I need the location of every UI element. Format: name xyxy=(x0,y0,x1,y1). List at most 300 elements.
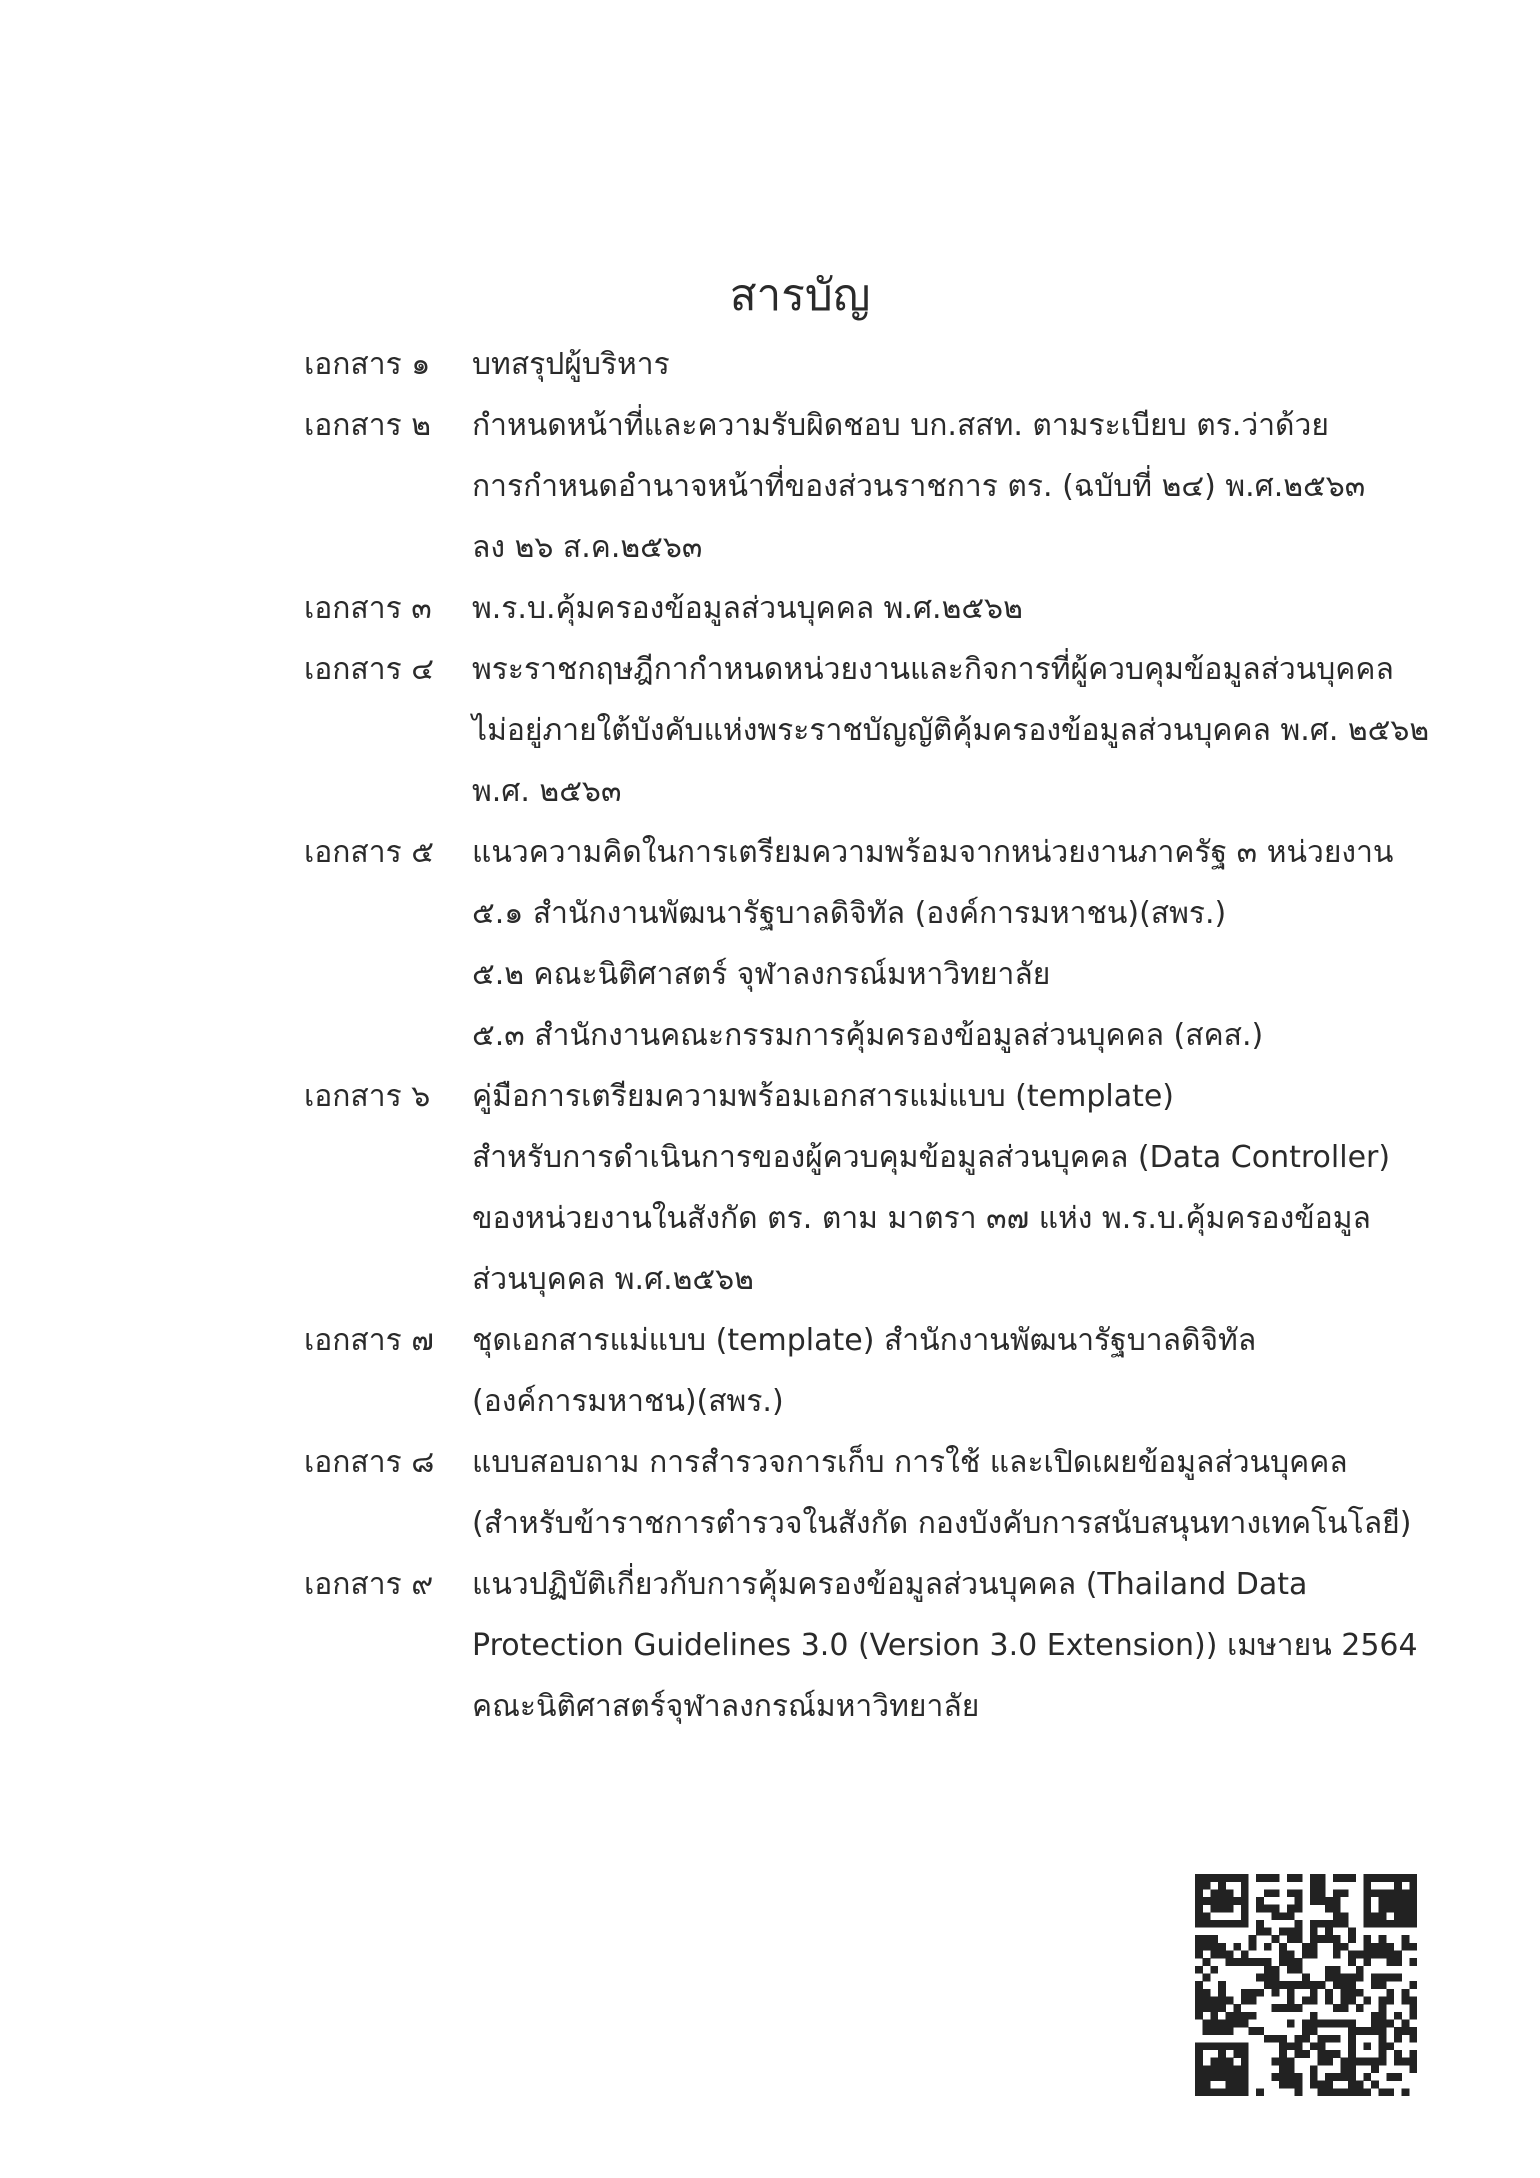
qr-module xyxy=(1218,1882,1226,1890)
qr-module xyxy=(1264,1905,1272,1913)
qr-module xyxy=(1310,1951,1318,1959)
qr-module xyxy=(1348,2073,1356,2081)
qr-module xyxy=(1272,2035,1280,2043)
qr-module xyxy=(1394,1874,1402,1882)
description-line: คู่มือการเตรียมความพร้อมเอกสารแม่แบบ (template) xyxy=(472,1079,1175,1114)
qr-module xyxy=(1241,1874,1249,1882)
qr-module xyxy=(1340,1912,1348,1920)
qr-module xyxy=(1218,1989,1226,1997)
qr-module xyxy=(1218,1996,1226,2004)
qr-module xyxy=(1256,1974,1264,1982)
qr-module xyxy=(1333,1912,1341,1920)
qr-module xyxy=(1233,1897,1241,1905)
qr-module xyxy=(1279,2050,1287,2058)
qr-module xyxy=(1203,2088,1211,2096)
qr-module xyxy=(1279,1912,1287,1920)
qr-module xyxy=(1379,1897,1387,1905)
toc-entry-5 xyxy=(304,822,1464,1066)
document-description xyxy=(472,1066,1464,1310)
document-number: เอกสาร ๕ xyxy=(304,835,434,870)
qr-module xyxy=(1218,2058,1226,2066)
qr-module xyxy=(1218,1905,1226,1913)
qr-module xyxy=(1249,1989,1257,1997)
qr-module xyxy=(1210,2004,1218,2012)
qr-module xyxy=(1379,2042,1387,2050)
qr-module xyxy=(1340,1974,1348,1982)
qr-module xyxy=(1241,2073,1249,2081)
toc-entry-8 xyxy=(304,1432,1464,1554)
qr-module xyxy=(1340,1989,1348,1997)
qr-module xyxy=(1356,1951,1364,1959)
qr-module xyxy=(1256,1897,1264,1905)
qr-module xyxy=(1348,2088,1356,2096)
description-line: พ.ร.บ.คุ้มครองข้อมูลส่วนบุคคล พ.ศ.๒๕๖๒ xyxy=(472,591,1023,626)
qr-module xyxy=(1279,2081,1287,2089)
qr-module xyxy=(1333,1905,1341,1913)
qr-module xyxy=(1310,1996,1318,2004)
qr-module xyxy=(1226,2088,1234,2096)
qr-module xyxy=(1379,2004,1387,2012)
qr-module xyxy=(1409,2065,1417,2073)
qr-module xyxy=(1348,1928,1356,1936)
qr-module xyxy=(1356,2088,1364,2096)
qr-module xyxy=(1402,1935,1410,1943)
qr-module xyxy=(1233,2073,1241,2081)
qr-module xyxy=(1279,1928,1287,1936)
qr-module xyxy=(1325,1996,1333,2004)
document-number: เอกสาร ๑ xyxy=(304,347,431,382)
qr-module xyxy=(1195,1943,1203,1951)
qr-module xyxy=(1317,1935,1325,1943)
qr-module xyxy=(1233,2012,1241,2020)
document-number: เอกสาร ๗ xyxy=(304,1323,434,1358)
qr-module xyxy=(1272,1912,1280,1920)
qr-module xyxy=(1218,1889,1226,1897)
qr-module xyxy=(1195,1966,1203,1974)
qr-module xyxy=(1371,1951,1379,1959)
qr-module xyxy=(1325,2073,1333,2081)
qr-module xyxy=(1203,2042,1211,2050)
qr-module xyxy=(1241,2088,1249,2096)
qr-module xyxy=(1409,1912,1417,1920)
document-number: เอกสาร ๔ xyxy=(304,652,434,687)
qr-module xyxy=(1302,1943,1310,1951)
qr-module xyxy=(1287,1989,1295,1997)
qr-module xyxy=(1348,2027,1356,2035)
qr-module xyxy=(1379,1920,1387,1928)
qr-module xyxy=(1287,2004,1295,2012)
qr-module xyxy=(1218,2073,1226,2081)
qr-module xyxy=(1287,2073,1295,2081)
qr-module xyxy=(1310,1935,1318,1943)
qr-module xyxy=(1241,1905,1249,1913)
qr-module xyxy=(1325,1935,1333,1943)
qr-module xyxy=(1287,1889,1295,1897)
qr-module xyxy=(1394,2012,1402,2020)
qr-module xyxy=(1226,1905,1234,1913)
qr-module xyxy=(1226,1874,1234,1882)
qr-module xyxy=(1333,2035,1341,2043)
qr-module xyxy=(1386,1958,1394,1966)
toc-entry-9 xyxy=(304,1554,1464,1737)
qr-module xyxy=(1241,2019,1249,2027)
document-description xyxy=(472,639,1464,822)
qr-module xyxy=(1287,2042,1295,2050)
qr-module xyxy=(1256,1928,1264,1936)
qr-module xyxy=(1402,2058,1410,2066)
qr-module xyxy=(1241,2081,1249,2089)
qr-module xyxy=(1302,1996,1310,2004)
qr-module xyxy=(1272,1935,1280,1943)
qr-module xyxy=(1310,1874,1318,1882)
qr-module xyxy=(1226,2019,1234,2027)
qr-module xyxy=(1279,1951,1287,1959)
qr-module xyxy=(1195,2058,1203,2066)
qr-module xyxy=(1325,2050,1333,2058)
description-line: (องค์การมหาชน)(สพร.) xyxy=(472,1384,784,1419)
qr-module xyxy=(1218,1920,1226,1928)
qr-module xyxy=(1279,2058,1287,2066)
qr-module xyxy=(1310,1989,1318,1997)
qr-module xyxy=(1379,1905,1387,1913)
qr-module xyxy=(1295,1928,1303,1936)
document-description xyxy=(472,395,1464,578)
qr-module xyxy=(1218,2088,1226,2096)
qr-module xyxy=(1386,2088,1394,2096)
qr-module xyxy=(1203,1912,1211,1920)
qr-module xyxy=(1195,2073,1203,2081)
qr-module xyxy=(1287,1905,1295,1913)
qr-module xyxy=(1226,1958,1234,1966)
qr-module xyxy=(1333,1981,1341,1989)
qr-module xyxy=(1210,2088,1218,2096)
qr-module xyxy=(1195,2065,1203,2073)
qr-module xyxy=(1302,1981,1310,1989)
qr-module xyxy=(1317,2035,1325,2043)
qr-module xyxy=(1379,2050,1387,2058)
qr-module xyxy=(1203,2081,1211,2089)
description-line: ส่วนบุคคล พ.ศ.๒๕๖๒ xyxy=(472,1262,754,1297)
qr-module xyxy=(1356,1989,1364,1997)
qr-module xyxy=(1356,2027,1364,2035)
qr-module xyxy=(1379,2019,1387,2027)
qr-module xyxy=(1317,2058,1325,2066)
qr-module xyxy=(1287,2065,1295,2073)
qr-module xyxy=(1195,1874,1203,1882)
qr-module xyxy=(1379,2035,1387,2043)
qr-module xyxy=(1363,1889,1371,1897)
qr-module xyxy=(1386,1989,1394,1997)
qr-module xyxy=(1340,2065,1348,2073)
qr-module xyxy=(1210,1905,1218,1913)
qr-module xyxy=(1333,2004,1341,2012)
qr-module xyxy=(1203,1920,1211,1928)
qr-module xyxy=(1386,1996,1394,2004)
qr-module xyxy=(1363,1935,1371,1943)
qr-module xyxy=(1379,1996,1387,2004)
qr-module xyxy=(1272,1989,1280,1997)
qr-module xyxy=(1287,1966,1295,1974)
qr-module xyxy=(1241,2065,1249,2073)
qr-module xyxy=(1195,1920,1203,1928)
qr-module xyxy=(1249,1943,1257,1951)
qr-module xyxy=(1272,1974,1280,1982)
qr-module xyxy=(1340,2088,1348,2096)
description-line: คณะนิติศาสตร์จุฬาลงกรณ์มหาวิทยาลัย xyxy=(472,1689,980,1724)
qr-module xyxy=(1233,2004,1241,2012)
qr-module xyxy=(1340,1920,1348,1928)
qr-module xyxy=(1356,1974,1364,1982)
qr-module xyxy=(1348,1958,1356,1966)
qr-module xyxy=(1295,1981,1303,1989)
qr-module xyxy=(1333,1974,1341,1982)
qr-module xyxy=(1333,2073,1341,2081)
qr-module xyxy=(1241,1897,1249,1905)
qr-module xyxy=(1371,2027,1379,2035)
qr-module xyxy=(1371,2065,1379,2073)
qr-module xyxy=(1203,1989,1211,1997)
qr-module xyxy=(1325,1974,1333,1982)
qr-module xyxy=(1195,2081,1203,2089)
qr-module xyxy=(1264,1928,1272,1936)
qr-module xyxy=(1348,2081,1356,2089)
qr-module xyxy=(1203,2065,1211,2073)
toc-entry-1 xyxy=(304,334,1464,395)
qr-module xyxy=(1272,1905,1280,1913)
qr-module xyxy=(1333,1951,1341,1959)
document-description xyxy=(472,822,1464,1066)
qr-module xyxy=(1348,2042,1356,2050)
qr-module xyxy=(1210,2073,1218,2081)
qr-module xyxy=(1218,2050,1226,2058)
qr-module xyxy=(1226,1951,1234,1959)
description-line: (สำหรับข้าราชการตำรวจในสังกัด กองบังคับการสนับสนุนทางเทคโนโลยี) xyxy=(472,1506,1412,1541)
qr-module xyxy=(1409,1943,1417,1951)
qr-module xyxy=(1409,1920,1417,1928)
qr-module xyxy=(1333,2088,1341,2096)
qr-module xyxy=(1340,1943,1348,1951)
description-line: พ.ศ. ๒๕๖๓ xyxy=(472,774,622,809)
qr-module xyxy=(1409,1889,1417,1897)
qr-module xyxy=(1317,2050,1325,2058)
qr-module xyxy=(1409,2027,1417,2035)
qr-module xyxy=(1203,1958,1211,1966)
qr-module xyxy=(1287,2019,1295,2027)
qr-module xyxy=(1317,1882,1325,1890)
qr-module xyxy=(1295,1966,1303,1974)
qr-module xyxy=(1218,1951,1226,1959)
document-description xyxy=(472,1310,1464,1432)
qr-module xyxy=(1272,1966,1280,1974)
qr-module xyxy=(1210,1943,1218,1951)
qr-module xyxy=(1317,1874,1325,1882)
description-line: กำหนดหน้าที่และความรับผิดชอบ บก.สสท. ตามระเบียบ ตร.ว่าด้วย xyxy=(472,408,1329,443)
qr-module xyxy=(1348,2019,1356,2027)
document-description xyxy=(472,334,1464,395)
qr-module xyxy=(1295,2050,1303,2058)
qr-module xyxy=(1249,2027,1257,2035)
qr-module xyxy=(1325,2019,1333,2027)
qr-module xyxy=(1256,1958,1264,1966)
qr-module xyxy=(1325,1905,1333,1913)
qr-module xyxy=(1210,2027,1218,2035)
qr-module xyxy=(1195,1935,1203,1943)
qr-module xyxy=(1394,1889,1402,1897)
document-number: เอกสาร ๙ xyxy=(304,1567,434,1602)
qr-module xyxy=(1210,2058,1218,2066)
qr-module xyxy=(1317,1889,1325,1897)
qr-module xyxy=(1325,1928,1333,1936)
qr-module xyxy=(1226,1920,1234,1928)
toc-entry-2 xyxy=(304,395,1464,578)
qr-module xyxy=(1295,2073,1303,2081)
qr-module xyxy=(1210,2065,1218,2073)
qr-module xyxy=(1394,1905,1402,1913)
qr-module xyxy=(1210,1951,1218,1959)
qr-module xyxy=(1210,1935,1218,1943)
qr-module xyxy=(1325,2058,1333,2066)
qr-module xyxy=(1340,1889,1348,1897)
qr-module xyxy=(1233,2065,1241,2073)
qr-module xyxy=(1379,2088,1387,2096)
qr-module xyxy=(1386,2042,1394,2050)
qr-module xyxy=(1348,1981,1356,1989)
qr-module xyxy=(1409,2004,1417,2012)
qr-module xyxy=(1279,1981,1287,1989)
qr-module xyxy=(1394,1958,1402,1966)
qr-module xyxy=(1348,2058,1356,2066)
qr-module xyxy=(1409,1905,1417,1913)
page-title: สารบัญ xyxy=(729,270,871,322)
qr-module xyxy=(1233,2081,1241,2089)
qr-module xyxy=(1287,1981,1295,1989)
description-line: การกำหนดอำนาจหน้าที่ของส่วนราชการ ตร. (ฉบับที่ ๒๔) พ.ศ.๒๕๖๓ xyxy=(472,469,1366,504)
description-line: Protection Guidelines 3.0 (Version 3.0 Extension)) เมษายน 2564 xyxy=(472,1628,1418,1663)
qr-module xyxy=(1241,1951,1249,1959)
qr-module xyxy=(1241,1996,1249,2004)
qr-module xyxy=(1340,1981,1348,1989)
qr-module xyxy=(1272,1874,1280,1882)
qr-module xyxy=(1310,2065,1318,2073)
qr-module xyxy=(1325,1920,1333,1928)
qr-module xyxy=(1317,1920,1325,1928)
qr-module xyxy=(1218,1874,1226,1882)
qr-module xyxy=(1264,1981,1272,1989)
qr-module xyxy=(1363,1996,1371,2004)
qr-module xyxy=(1402,2027,1410,2035)
qr-module xyxy=(1394,2058,1402,2066)
qr-module xyxy=(1379,1889,1387,1897)
qr-module xyxy=(1363,2073,1371,2081)
qr-module xyxy=(1302,1974,1310,1982)
qr-module xyxy=(1348,1874,1356,1882)
qr-module xyxy=(1340,2004,1348,2012)
qr-module xyxy=(1340,2073,1348,2081)
toc-entry-4 xyxy=(304,639,1464,822)
qr-module xyxy=(1363,2088,1371,2096)
qr-module xyxy=(1379,1874,1387,1882)
qr-module xyxy=(1241,1882,1249,1890)
qr-module xyxy=(1218,2004,1226,2012)
description-line: สำหรับการดำเนินการของผู้ควบคุมข้อมูลส่วนบุคคล (Data Controller) xyxy=(472,1140,1391,1175)
qr-module xyxy=(1409,2035,1417,2043)
qr-module xyxy=(1371,1874,1379,1882)
qr-module xyxy=(1264,1966,1272,1974)
qr-module xyxy=(1203,1882,1211,1890)
qr-module xyxy=(1333,1889,1341,1897)
qr-module xyxy=(1233,1874,1241,1882)
qr-module xyxy=(1218,1897,1226,1905)
qr-module xyxy=(1210,1897,1218,1905)
qr-module xyxy=(1218,2019,1226,2027)
qr-module xyxy=(1340,1874,1348,1882)
qr-module xyxy=(1386,1874,1394,1882)
qr-module xyxy=(1203,1935,1211,1943)
qr-module xyxy=(1325,1966,1333,1974)
qr-module xyxy=(1394,1951,1402,1959)
qr-module xyxy=(1249,1958,1257,1966)
qr-module xyxy=(1310,1943,1318,1951)
qr-module xyxy=(1203,2027,1211,2035)
qr-module xyxy=(1264,2035,1272,2043)
toc-entry-7 xyxy=(304,1310,1464,1432)
qr-module xyxy=(1371,2019,1379,2027)
qr-module xyxy=(1287,2058,1295,2066)
qr-module xyxy=(1302,2035,1310,2043)
toc-entry-6 xyxy=(304,1066,1464,1310)
qr-module xyxy=(1409,1874,1417,1882)
qr-module xyxy=(1371,1981,1379,1989)
qr-module xyxy=(1264,1958,1272,1966)
qr-module xyxy=(1241,1889,1249,1897)
qr-module xyxy=(1241,1989,1249,1997)
document-number: เอกสาร ๘ xyxy=(304,1445,435,1480)
qr-module xyxy=(1241,1920,1249,1928)
qr-module xyxy=(1195,1981,1203,1989)
qr-module xyxy=(1317,2042,1325,2050)
qr-module xyxy=(1310,2012,1318,2020)
qr-module xyxy=(1333,1943,1341,1951)
qr-module xyxy=(1295,1897,1303,1905)
qr-module xyxy=(1348,1974,1356,1982)
qr-module xyxy=(1195,2012,1203,2020)
qr-module xyxy=(1233,1943,1241,1951)
qr-module xyxy=(1195,2088,1203,2096)
qr-module xyxy=(1210,1966,1218,1974)
qr-module xyxy=(1241,2012,1249,2020)
qr-module xyxy=(1279,1943,1287,1951)
qr-module xyxy=(1226,1889,1234,1897)
qr-module xyxy=(1195,1989,1203,1997)
description-line: ของหน่วยงานในสังกัด ตร. ตาม มาตรา ๓๗ แห่ง พ.ร.บ.คุ้มครองข้อมูล xyxy=(472,1201,1371,1236)
qr-module xyxy=(1241,2050,1249,2058)
qr-module xyxy=(1379,2027,1387,2035)
qr-module xyxy=(1356,2004,1364,2012)
qr-module xyxy=(1210,1874,1218,1882)
qr-module xyxy=(1264,1889,1272,1897)
qr-module xyxy=(1386,1920,1394,1928)
qr-module xyxy=(1256,1905,1264,1913)
qr-module xyxy=(1310,2042,1318,2050)
qr-module xyxy=(1394,1882,1402,1890)
qr-module xyxy=(1287,1951,1295,1959)
description-line: แบบสอบถาม การสำรวจการเก็บ การใช้ และเปิดเผยข้อมูลส่วนบุคคล xyxy=(472,1445,1348,1480)
qr-module xyxy=(1348,1951,1356,1959)
qr-module xyxy=(1310,1889,1318,1897)
description-line: ๕.๑ สำนักงานพัฒนารัฐบาลดิจิทัล (องค์การมหาชน)(สพร.) xyxy=(472,896,1227,931)
qr-module xyxy=(1325,2081,1333,2089)
qr-module xyxy=(1195,1897,1203,1905)
